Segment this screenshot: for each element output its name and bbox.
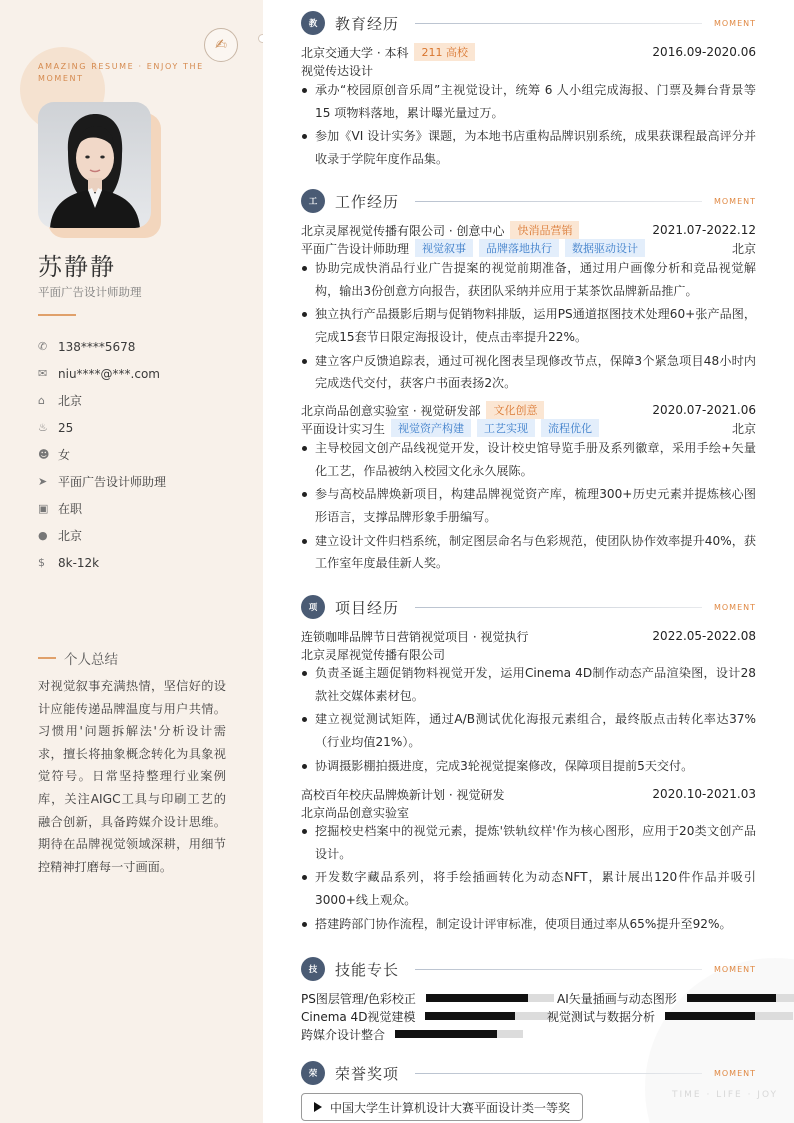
play-triangle-icon xyxy=(314,1102,322,1112)
contact-info-item xyxy=(38,414,166,441)
project-2-bullets xyxy=(301,820,756,937)
skills-badge: 技 xyxy=(301,957,325,981)
contact-info-text: niu****@***.com xyxy=(58,366,160,381)
watermark-text: TIME · LIFE · JOY xyxy=(672,1090,779,1100)
contact-info-item xyxy=(38,360,166,387)
gender-icon: ☻ xyxy=(38,448,50,461)
phone-icon: ✆ xyxy=(38,340,48,353)
job-1-skill-tag: 品牌落地执行 xyxy=(479,239,559,257)
salary-icon: $ xyxy=(38,556,45,569)
project-2-org-row xyxy=(301,803,756,821)
project-2-row xyxy=(301,785,756,803)
skill-name: PS图层管理/色彩校正 xyxy=(301,991,416,1006)
list-item: 搭建跨部门协作流程，制定设计评审标准，使项目通过率从65%提升至92%。 xyxy=(301,913,756,936)
project-2-date: 2020.10-2021.03 xyxy=(652,787,756,801)
contact-info-item xyxy=(38,387,166,414)
contact-info-text: 平面广告设计师助理 xyxy=(58,475,167,489)
skill-item xyxy=(547,1007,793,1025)
skill-level-fill xyxy=(395,1030,497,1038)
home-icon: ⌂ xyxy=(38,394,45,407)
job-1-date: 2021.07-2022.12 xyxy=(652,223,756,237)
section-rule xyxy=(415,607,702,608)
candidate-job-title: 平面广告设计师助理 xyxy=(38,285,142,299)
award-item xyxy=(301,1093,583,1121)
skill-level-fill xyxy=(665,1012,755,1020)
mail-icon: ✉ xyxy=(38,367,48,380)
major-row xyxy=(301,61,756,79)
list-item: 建立视觉测试矩阵，通过A/B测试优化海报元素组合，最终版点击转化率达37%（行业均值21%）。 xyxy=(301,708,756,753)
contact-info-text: 25 xyxy=(58,420,74,435)
list-item: 参加《VI 设计实务》课题，为本地书店重构品牌识别系统，成果获课程最高评分并收录于学院年度作品集。 xyxy=(301,125,756,170)
job-2-skill-tag: 流程优化 xyxy=(541,419,599,437)
avatar xyxy=(38,102,151,228)
list-item: 开发数字藏品系列，将手绘插画转化为动态NFT，累计展出120件作品并吸引3000+线上观众。 xyxy=(301,866,756,911)
divider xyxy=(38,314,76,316)
school-name: 北京交通大学 · 本科 xyxy=(301,45,409,60)
skill-item xyxy=(557,989,794,1007)
decorative-dot xyxy=(258,34,263,43)
skills-section-header xyxy=(301,956,756,982)
summary-header xyxy=(38,648,118,668)
job-2-company-row xyxy=(301,401,756,419)
work-title: 工作经历 xyxy=(335,192,400,211)
job-2-company-tag: 文化创意 xyxy=(486,401,544,419)
job-1-role-row xyxy=(301,239,756,257)
project-2-org: 北京尚品创意实验室 xyxy=(301,805,410,820)
list-item: 挖掘校史档案中的视觉元素，提炼'铁轨纹样'作为核心图形，应用于20类文创产品设计。 xyxy=(301,820,756,865)
job-1-role: 平面广告设计师助理 xyxy=(301,241,410,256)
cake-icon: ♨ xyxy=(38,421,48,434)
moment-label: MOMENT xyxy=(713,602,756,612)
list-item: 建立设计文件归档系统，制定图层命名与色彩规范，使团队协作效率提升40%，获工作室年度最佳新人奖。 xyxy=(301,530,756,575)
skill-level-bar xyxy=(665,1012,793,1020)
skill-name: 视觉测试与数据分析 xyxy=(547,1009,656,1024)
job-2-bullets xyxy=(301,437,756,576)
signature-icon: ✍ xyxy=(204,28,238,62)
contact-info-item xyxy=(38,522,166,549)
education-row xyxy=(301,43,756,61)
project-1-name: 连锁咖啡品牌节日营销视觉项目 · 视觉执行 xyxy=(301,629,529,644)
skill-level-bar xyxy=(425,1012,553,1020)
section-rule xyxy=(415,969,702,970)
job-2-skill-tag: 工艺实现 xyxy=(477,419,535,437)
contact-info-text: 女 xyxy=(58,448,71,462)
list-item: 参与高校品牌焕新项目，构建品牌视觉资产库，梳理300+历史元素并提炼核心图形语言，支撑品牌形象手册编写。 xyxy=(301,483,756,528)
section-rule xyxy=(415,1073,702,1074)
contact-info-list xyxy=(38,333,166,576)
moment-label: MOMENT xyxy=(713,1068,756,1078)
contact-info-item xyxy=(38,468,166,495)
location-pin-icon: ● xyxy=(38,529,48,542)
list-item: 负责圣诞主题促销物料视觉开发，运用Cinema 4D制作动态产品渲染图，设计28款社交媒体素材包。 xyxy=(301,662,756,707)
education-title: 教育经历 xyxy=(335,14,400,33)
list-item: 承办“校园原创音乐周”主视觉设计，统筹 6 人小组完成海报、门票及舞台背景等 15 项物料落地，累计曝光量过万。 xyxy=(301,79,756,124)
sidebar xyxy=(0,0,263,1123)
job-1-bullets xyxy=(301,257,756,396)
job-2-role-row xyxy=(301,419,756,437)
work-badge: 工 xyxy=(301,189,325,213)
skills-title: 技能专长 xyxy=(335,960,400,979)
skill-level-fill xyxy=(687,994,776,1002)
job-2-role: 平面设计实习生 xyxy=(301,421,386,436)
job-1-skill-tag: 数据驱动设计 xyxy=(565,239,645,257)
skill-level-fill xyxy=(425,1012,515,1020)
job-1-company: 北京灵犀视觉传播有限公司 · 创意中心 xyxy=(301,223,505,238)
project-1-bullets xyxy=(301,662,756,779)
skill-item xyxy=(301,1025,523,1043)
contact-info-item xyxy=(38,549,166,576)
candidate-name: 苏静静 xyxy=(38,253,116,281)
list-item: 协调摄影棚拍摄进度，完成3轮视觉提案修改，保障项目提前5天交付。 xyxy=(301,755,756,778)
job-1-company-tag: 快消品营销 xyxy=(510,221,579,239)
work-section-header xyxy=(301,188,756,214)
contact-info-text: 138****5678 xyxy=(58,339,136,354)
project-1-date: 2022.05-2022.08 xyxy=(652,629,756,643)
profile-photo xyxy=(38,102,151,228)
list-item: 建立客户反馈追踪表，通过可视化图表呈现修改节点，保障3个紧急项目48小时内完成迭代交付，获客户书面表扬2次。 xyxy=(301,350,756,395)
education-date: 2016.09-2020.06 xyxy=(652,45,756,59)
skill-level-bar xyxy=(426,994,554,1002)
honors-title: 荣誉奖项 xyxy=(335,1064,400,1083)
send-icon: ➤ xyxy=(38,475,48,488)
skill-name: 跨媒介设计整合 xyxy=(301,1027,386,1042)
job-2-skill-tag: 视觉资产构建 xyxy=(391,419,471,437)
education-section-header xyxy=(301,10,756,36)
list-item: 协助完成快消品行业广告提案的视觉前期准备，通过用户画像分析和竞品视觉解构，输出3份创意方向报告，获团队采纳并应用于某茶饮品牌新品推广。 xyxy=(301,257,756,302)
job-2-city: 北京 xyxy=(731,421,756,436)
major: 视觉传达设计 xyxy=(301,63,374,78)
section-rule xyxy=(415,201,702,202)
award-name: 中国大学生计算机设计大赛平面设计类一等奖 xyxy=(330,1100,571,1115)
job-1-skill-tag: 视觉叙事 xyxy=(415,239,473,257)
skill-name: Cinema 4D视觉建模 xyxy=(301,1009,416,1024)
school-tag: 211 高校 xyxy=(414,43,475,61)
job-2-date: 2020.07-2021.06 xyxy=(652,403,756,417)
project-1-row xyxy=(301,627,756,645)
skill-item xyxy=(301,989,554,1007)
projects-section-header xyxy=(301,594,756,620)
contact-info-item xyxy=(38,495,166,522)
contact-info-item xyxy=(38,441,166,468)
moment-label: MOMENT xyxy=(713,18,756,28)
job-1-city: 北京 xyxy=(731,241,756,256)
moment-label: MOMENT xyxy=(713,196,756,206)
contact-info-text: 北京 xyxy=(58,529,83,543)
tagline: AMAZING RESUME · ENJOY THE MOMENT xyxy=(38,62,204,83)
skill-item xyxy=(301,1007,553,1025)
projects-badge: 项 xyxy=(301,595,325,619)
education-bullets xyxy=(301,79,756,172)
project-1-org: 北京灵犀视觉传播有限公司 xyxy=(301,647,446,662)
contact-info-text: 在职 xyxy=(58,502,83,516)
section-rule xyxy=(415,23,702,24)
project-1-org-row xyxy=(301,645,756,663)
contact-info-text: 北京 xyxy=(58,394,83,408)
skill-level-bar xyxy=(687,994,794,1002)
briefcase-icon: ▣ xyxy=(38,502,49,515)
contact-info-text: 8k-12k xyxy=(58,555,100,570)
summary-accent-bar xyxy=(38,657,56,659)
honors-badge: 荣 xyxy=(301,1061,325,1085)
projects-title: 项目经历 xyxy=(335,598,400,617)
list-item: 主导校园文创产品线视觉开发，设计校史馆导览手册及系列徽章，采用手绘+矢量化工艺，作品被纳入校园文化永久展陈。 xyxy=(301,437,756,482)
honors-section-header xyxy=(301,1060,756,1086)
skill-level-fill xyxy=(426,994,528,1002)
job-2-company: 北京尚品创意实验室 · 视觉研发部 xyxy=(301,403,481,418)
summary-title: 个人总结 xyxy=(64,652,118,668)
summary-text: 对视觉叙事充满热情，坚信好的设计应能传递品牌温度与用户共情。习惯用'问题拆解法'分析设计需求，擅长将抽象概念转化为具象视觉符号。日常坚持整理行业案例库，关注AIGC工具与印刷工艺的融合创新，具备跨媒介设计思维。期待在品牌视觉领域深耕，用细节控精神打磨每一寸画面。 xyxy=(38,679,226,874)
contact-info-item xyxy=(38,333,166,360)
skill-level-bar xyxy=(395,1030,523,1038)
skill-name: AI矢量插画与动态图形 xyxy=(557,991,677,1006)
list-item: 独立执行产品摄影后期与促销物料排版，运用PS通道抠图技术处理60+张产品图，完成15套节日限定海报设计，使点击率提升22%。 xyxy=(301,303,756,348)
education-badge: 教 xyxy=(301,11,325,35)
project-2-name: 高校百年校庆品牌焕新计划 · 视觉研发 xyxy=(301,787,505,802)
job-1-company-row xyxy=(301,221,756,239)
moment-label: MOMENT xyxy=(713,964,756,974)
